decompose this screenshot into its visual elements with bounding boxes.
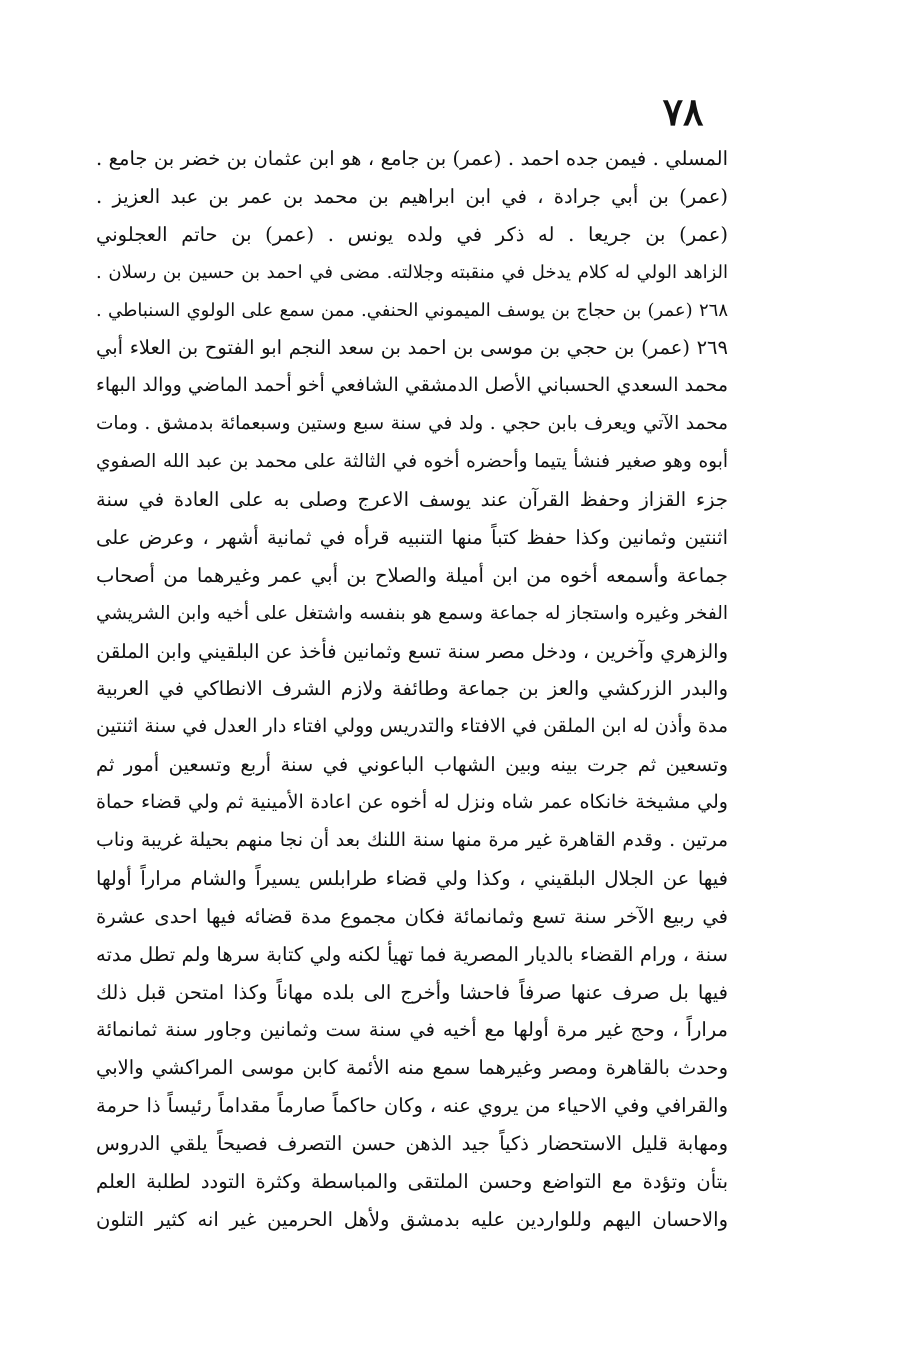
text-line: جزء القزاز وحفظ القرآن عند يوسف الاعرج وصلى به على العادة في سنة xyxy=(96,488,728,512)
text-line: الفخر وغيره واستجاز له جماعة وسمع هو بنفسه واشتغل على أخيه وابن الشريشي xyxy=(96,602,728,624)
text-line: والزهري وآخرين ، ودخل مصر سنة تسع وثمانين فأخذ عن البلقيني وابن الملقن xyxy=(96,639,728,663)
text-line: مرتين . وقدم القاهرة غير مرة منها سنة اللنك بعد أن نجا منهم بحيلة غريبة وناب xyxy=(96,829,728,852)
text-line: محمد السعدي الحسباني الأصل الدمشقي الشافعي أخو أحمد الماضي ووالد البهاء xyxy=(96,374,728,397)
page-number: ٧٨ xyxy=(662,89,704,134)
text-line: مراراً ، وحج غير مرة أولها مع أخيه في سنة ست وثمانين وجاور سنة ثمانمائة xyxy=(96,1018,728,1042)
text-line: اثنتين وثمانين وكذا حفظ كتباً منها التنبيه قرأه في ثمانية أشهر ، وعرض على xyxy=(96,525,728,549)
text-line: والاحسان اليهم وللواردين عليه بدمشق ولأهل الحرمين غير انه كثير التلون xyxy=(96,1207,728,1231)
text-line: مدة وأذن له ابن الملقن في الافتاء والتدريس وولي افتاء دار العدل في سنة اثنتين xyxy=(96,715,728,738)
text-line: وتسعين ثم جرت بينه وبين الشهاب الباعوني في سنة أربع وتسعين أمور ثم xyxy=(96,753,728,777)
text-line: (عمر) بن جريعا . له ذكر في ولده يونس . (عمر) بن حاتم العجلوني xyxy=(96,222,728,246)
text-line: في ربيع الآخر سنة تسع وثمانمائة فكان مجموع مدة قضائه فيها احدى عشرة xyxy=(96,904,728,928)
body-text xyxy=(96,140,728,1239)
text-line: جماعة وأسمعه أخوه من ابن أميلة والصلاح بن أبي عمر وغيرهما من أصحاب xyxy=(96,563,728,587)
text-line: محمد الآتي ويعرف بابن حجي . ولد في سنة سبع وستين وسبعمائة بدمشق . ومات xyxy=(96,413,728,435)
entry-269-line: ٢٦٩ (عمر) بن حجي بن موسى بن احمد بن سعد النجم ابو الفتوح بن العلاء أبي xyxy=(96,336,728,360)
text-line: بتأن وتؤدة مع التواضع وحسن الملتقى والمباسطة وكثرة التودد لطلبة العلم xyxy=(96,1170,728,1194)
text-line: سنة ، ورام القضاء بالديار المصرية فما تهيأ لكنه ولي كتابة سرها ولم تطل مدته xyxy=(96,942,728,966)
text-line: المسلي . فيمن جده احمد . (عمر) بن جامع ، هو ابن عثمان بن خضر بن جامع . xyxy=(96,147,728,170)
text-line: فيها عن الجلال البلقيني ، وكذا ولي قضاء طرابلس يسيراً والشام مراراً أولها xyxy=(96,866,728,890)
text-line: ولي مشيخة خانكاه عمر شاه ونزل له أخوه عن اعادة الأمينية ثم ولي قضاء حماة xyxy=(96,791,728,814)
text-line: الزاهد الولي له كلام يدخل في منقبته وجلالته. مضى في احمد بن حسين بن رسلان . xyxy=(96,261,728,283)
entry-268-line: ٢٦٨ (عمر) بن حجاج بن يوسف الميموني الحنفي. ممن سمع على الولوي السنباطي . xyxy=(96,299,728,321)
text-line: (عمر) بن أبي جرادة ، في ابن ابراهيم بن محمد بن عمر بن عبد العزيز . xyxy=(96,184,728,208)
text-line: وحدث بالقاهرة ومصر وغيرهما سمع منه الأئمة كابن موسى المراكشي والابي xyxy=(96,1056,728,1080)
text-line: والبدر الزركشي والعز بن جماعة وطائفة ولازم الشرف الانطاكي في العربية xyxy=(96,677,728,701)
text-line: أبوه وهو صغير فنشأ يتيما وأحضره أخوه في الثالثة على محمد بن عبد الله الصفوي xyxy=(96,451,728,473)
text-line: فيها بل صرف عنها صرفاً فاحشا وأخرج الى بلده مهاناً وكذا امتحن قبل ذلك xyxy=(96,980,728,1004)
text-line: والقرافي وفي الاحياء من يروي عنه ، وكان حاكماً صارماً مقداماً رئيساً ذا حرمة xyxy=(96,1094,728,1118)
text-line: ومهابة قليل الاستحضار ذكياً جيد الذهن حسن التصرف فصيحاً يلقي الدروس xyxy=(96,1132,728,1156)
